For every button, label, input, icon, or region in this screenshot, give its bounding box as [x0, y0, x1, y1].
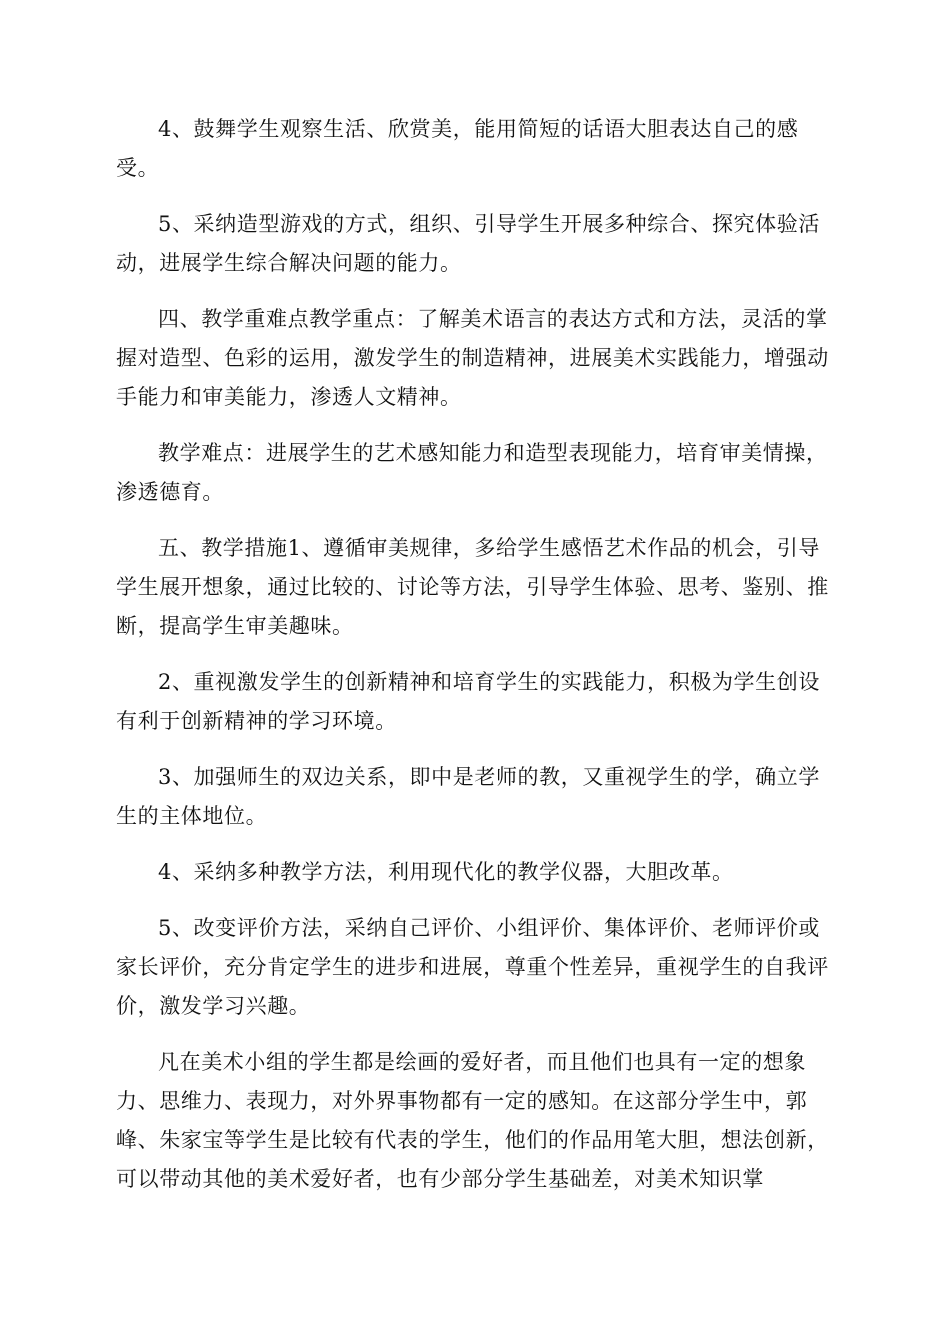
paragraph-evaluation-methods: 5、改变评价方法，采纳自己评价、小组评价、集体评价、老师评价或家长评价，充分肯定学生的进步和进展，尊重个性差异，重视学生的自我评价，激发学习兴趣。: [116, 916, 829, 1018]
document-body: [116, 110, 832, 1216]
paragraph-teaching-methods: 4、采纳多种教学方法，利用现代化的教学仪器，大胆改革。: [158, 860, 734, 884]
paragraph-encourage-observation: 4、鼓舞学生观察生活、欣赏美，能用简短的话语大胆表达自己的感受。: [116, 117, 799, 180]
paragraph-modeling-games: 5、采纳造型游戏的方式，组织、引导学生开展多种综合、探究体验活动，进展学生综合解决问题的能力。: [116, 212, 820, 275]
paragraph-innovation-spirit: 2、重视激发学生的创新精神和培育学生的实践能力，积极为学生创设有利于创新精神的学习环境。: [116, 670, 820, 733]
paragraph-teacher-student-relation: 3、加强师生的双边关系，即中是老师的教，又重视学生的学，确立学生的主体地位。: [116, 765, 820, 828]
paragraph-teaching-measures: 五、教学措施1、遵循审美规律，多给学生感悟艺术作品的机会，引导学生展开想象，通过比较的、讨论等方法，引导学生体验、思考、鉴别、推断，提高学生审美趣味。: [116, 536, 829, 638]
paragraph-art-group-students: 凡在美术小组的学生都是绘画的爱好者，而且他们也具有一定的想象力、思维力、表现力，对外界事物都有一定的感知。在这部分学生中，郭峰、朱家宝等学生是比较有代表的学生，他们的作品用笔大胆，想法创新，可以带动其他的美术爱好者，也有少部分学生基础差，对美术知识掌: [116, 1050, 829, 1191]
paragraph-teaching-difficulties: 教学难点：进展学生的艺术感知能力和造型表现能力，培育审美情操，渗透德育。: [116, 441, 828, 504]
paragraph-teaching-key-points: 四、教学重难点教学重点：了解美术语言的表达方式和方法，灵活的掌握对造型、色彩的运用，激发学生的制造精神，进展美术实践能力，增强动手能力和审美能力，渗透人文精神。: [116, 307, 829, 409]
